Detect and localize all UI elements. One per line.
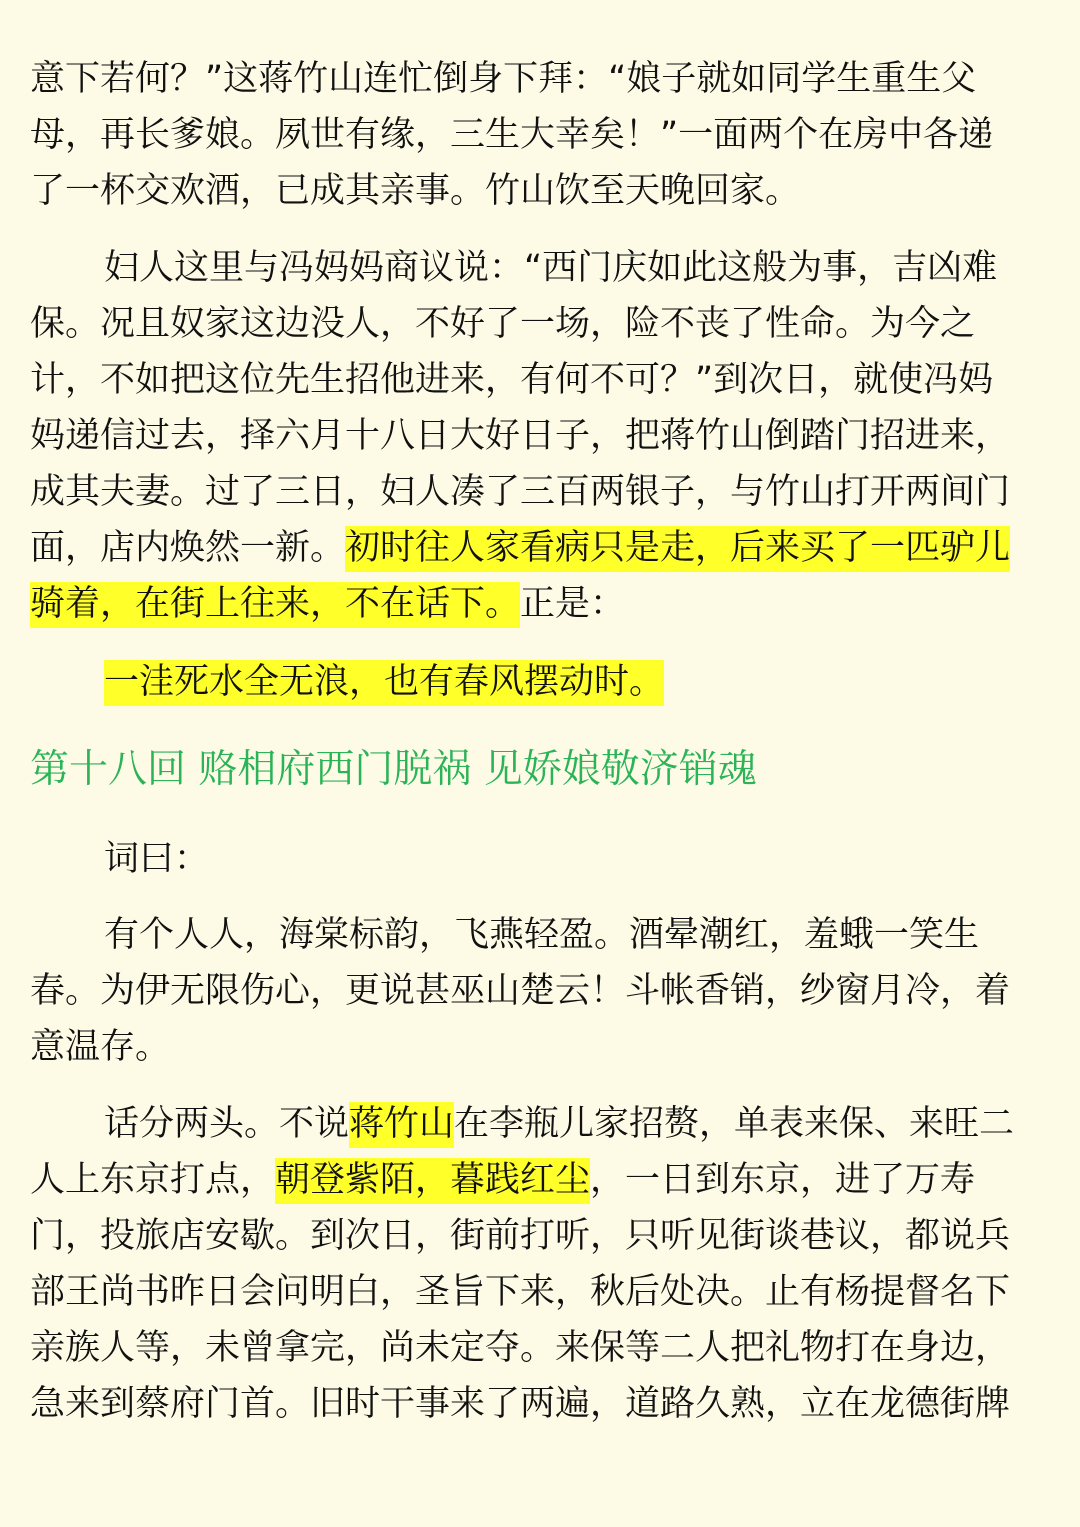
- highlighted-text: 初时往人家看病只是走，后来买了一匹驴儿: [345, 526, 1010, 572]
- text-line: 保。况且奴家这边没人，不好了一场，险不丧了性命。为今之: [30, 304, 976, 344]
- text-segment: 话分两头。不说: [104, 1104, 350, 1144]
- text-line: 了一杯交欢酒，已成其亲事。竹山饮至天晚回家。: [30, 171, 801, 211]
- text-segment: 面，店内焕然一新。: [30, 528, 346, 568]
- text-line: 意下若何？”这蒋竹山连忙倒身下拜：“娘子就如同学生重生父: [30, 59, 977, 99]
- text-line: 门，投旅店安歇。到次日，街前打听，只听见街谈巷议，都说兵: [30, 1216, 1011, 1256]
- poem-line: 意温存。: [30, 1027, 171, 1067]
- text-line: 计，不如把这位先生招他进来，有何不可？”到次日，就使冯妈: [30, 360, 994, 400]
- text-line: 妇人这里与冯妈妈商议说：“西门庆如此这般为事，吉凶难: [104, 248, 998, 288]
- text-segment: 人上东京打点，: [30, 1160, 276, 1200]
- highlighted-text: 骑着，在街上往来，不在话下。: [30, 582, 520, 628]
- text-line: 急来到蔡府门首。旧时干事来了两遍，道路久熟，立在龙德街牌: [30, 1384, 1011, 1424]
- verse-line: [104, 657, 1080, 707]
- text-line: 妈递信过去，择六月十八日大好日子，把蒋竹山倒踏门招进来，: [30, 416, 1011, 456]
- chapter-heading: 第十八回 赂相府西门脱祸 见娇娘敬济销魂: [30, 747, 757, 792]
- text-segment: ，一日到东京，进了万寿: [590, 1160, 976, 1200]
- highlighted-text: 一洼死水全无浪，也有春风摆动时。: [104, 660, 664, 706]
- poem-label: 词曰：: [104, 839, 210, 879]
- text-line: 亲族人等，未曾拿完，尚未定夺。来保等二人把礼物打在身边，: [30, 1328, 1011, 1368]
- text-segment: 正是：: [520, 584, 626, 624]
- text-line: [104, 1099, 1080, 1149]
- highlighted-text: 蒋竹山: [349, 1102, 454, 1148]
- text-line: [30, 523, 1080, 573]
- text-line: 成其夫妻。过了三日，妇人凑了三百两银子，与竹山打开两间门: [30, 472, 1011, 512]
- text-line: 部王尚书昨日会问明白，圣旨下来，秋后处决。止有杨提督名下: [30, 1272, 1011, 1312]
- text-line: [30, 579, 1080, 629]
- text-segment: 在李瓶儿家招赘，单表来保、来旺二: [454, 1104, 1015, 1144]
- text-line: 母，再长爹娘。夙世有缘，三生大幸矣！”一面两个在房中各递: [30, 115, 994, 155]
- highlighted-text: 朝登紫陌，暮践红尘: [275, 1158, 590, 1204]
- poem-line: 有个人人，海棠标韵，飞燕轻盈。酒晕潮红，羞蛾一笑生: [104, 915, 980, 955]
- text-line: [30, 1155, 1080, 1205]
- poem-line: 春。为伊无限伤心，更说甚巫山楚云！斗帐香销，纱窗月冷，着: [30, 971, 1011, 1011]
